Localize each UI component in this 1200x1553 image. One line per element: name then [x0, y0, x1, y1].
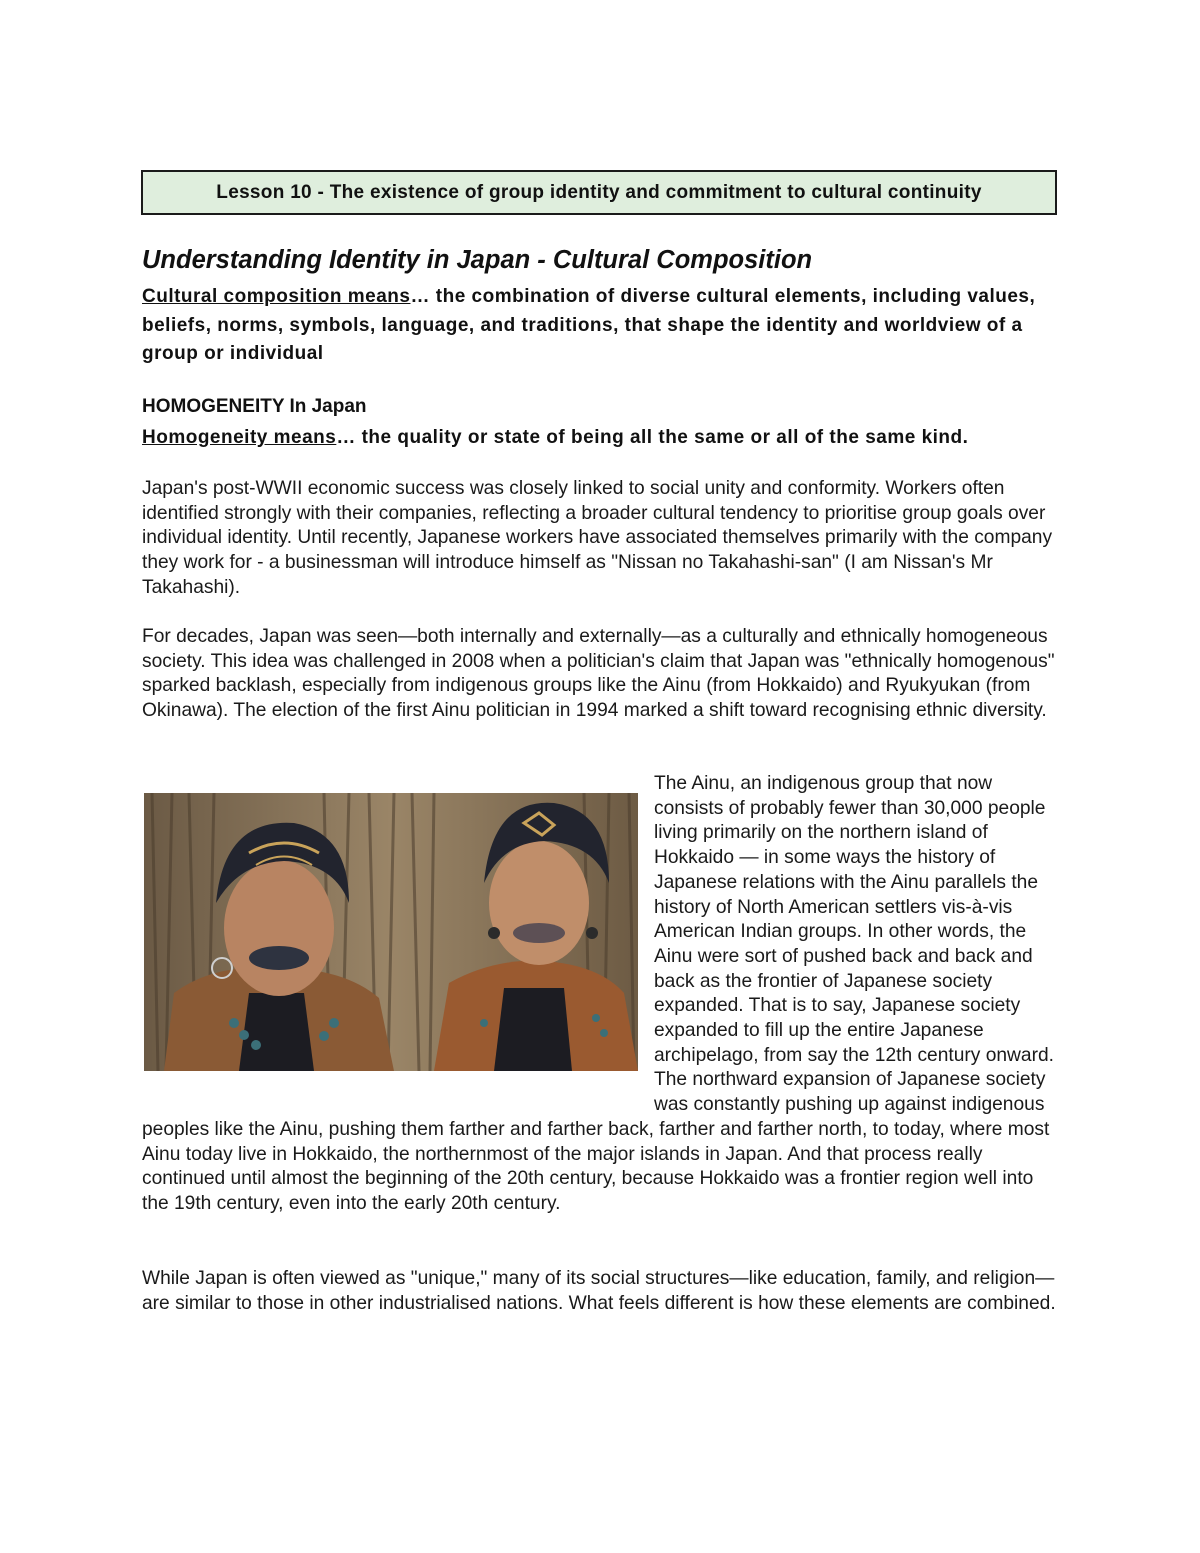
paragraph-homogeneous-society: For decades, Japan was seen—both internally and externally—as a culturally and ethnically homogeneous society. This idea was challenged in 2008 when a politician's claim that Japan was "ethnically homogenous" sparked backlash, especially from indigenous groups like the Ainu (from Hokkaido) and Ryukyukan (from Okinawa). The election of the first Ainu politician in 1994 marked a shift toward recognising ethnic diversity.	[142, 626, 1055, 722]
homogeneity-heading: HOMOGENEITY In Japan	[142, 396, 367, 417]
cultural-composition-term: Cultural composition means	[142, 286, 411, 307]
photo-float-spacer	[142, 772, 654, 1094]
homogeneity-term: Homogeneity means	[142, 427, 337, 448]
lesson-title-box	[141, 170, 1057, 215]
cultural-composition-definition	[142, 283, 1072, 369]
paragraph-ainu: The Ainu, an indigenous group that now consists of probably fewer than 30,000 people living primarily on the northern island of Hokkaido — in some ways the history of Japanese relations with the Ainu parallels the history of North American settlers vis-à-vis American Indian groups. In other words, the Ainu were sort of pushed back and back and back as the frontier of Japanese society expanded. That is to say, Japanese society expanded to fill up the entire Japanese archipelago, from say the 12th century onward. The northward expansion of Japanese society was constantly pushing up against indigenous peoples like the Ainu, pushing them farther and farther back, farther and farther north, to today, where most Ainu today live in Hokkaido, the northernmost of the major islands in Japan. And that process really continued until almost the beginning of the 20th century, because Hokkaido was a frontier region well into the 19th century, even into the early 20th century.	[142, 773, 1054, 1214]
ainu-paragraph-block	[142, 772, 1062, 1217]
homogeneity-text: … the quality or state of being all the same or all of the same kind.	[336, 427, 969, 448]
cultural-composition-text: … the combination of diverse cultural elements, including values, beliefs, norms, symbols, language, and traditions, that shape the identity and worldview of a group or individual	[142, 286, 1036, 364]
lesson-title: Lesson 10 - The existence of group identity and commitment to cultural continuity	[216, 181, 982, 203]
paragraph-economic-success: Japan's post-WWII economic success was closely linked to social unity and conformity. Workers often identified strongly with their companies, reflecting a broader cultural tendency to prioritise group goals over individual identity. Until recently, Japanese workers have associated themselves primarily with the company they work for - a businessman will introduce himself as "Nissan no Takahashi-san" (I am Nissan's Mr Takahashi).	[142, 478, 1053, 598]
page-title: Understanding Identity in Japan - Cultural Composition	[142, 246, 813, 274]
paragraph-unique: While Japan is often viewed as "unique," many of its social structures—like education, family, and religion—are similar to those in other industrialised nations. What feels different is how these elements are combined.	[142, 1268, 1056, 1314]
homogeneity-definition	[142, 424, 1072, 453]
